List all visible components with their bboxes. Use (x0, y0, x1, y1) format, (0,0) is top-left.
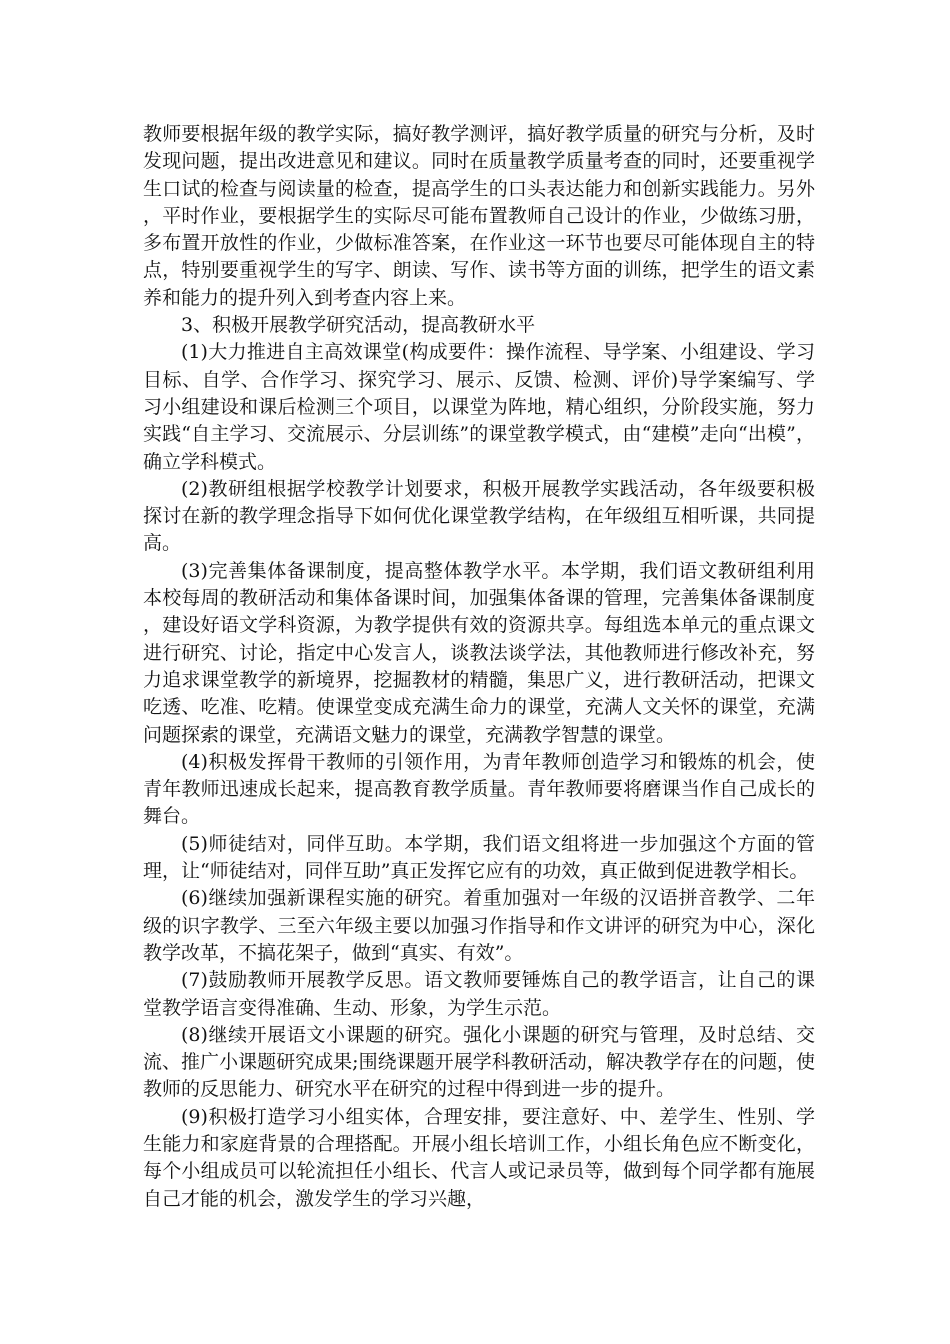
paragraph-item-8: (8)继续开展语文小课题的研究。强化小课题的研究与管理，及时总结、交流、推广小课题研究成果;围绕课题开展学科教研活动，解决教学存在的问题，使教师的反思能力、研究水平在研究的过程中得到进一步的提升。 (143, 1023, 815, 1101)
paragraph-item-5: (5)师徒结对，同伴互助。本学期，我们语文组将进一步加强这个方面的管理，让“师徒结对，同伴互助”真正发挥它应有的功效，真正做到促进教学相长。 (143, 832, 815, 883)
paragraph-item-9: (9)积极打造学习小组实体，合理安排，要注意好、中、差学生、性别、学生能力和家庭背景的合理搭配。开展小组长培训工作，小组长角色应不断变化，每个小组成员可以轮流担任小组长、代言人或记录员等，做到每个同学都有施展自己才能的机会，激发学生的学习兴趣， (143, 1105, 815, 1210)
paragraph-item-6: (6)继续加强新课程实施的研究。着重加强对一年级的汉语拼音教学、二年级的识字教学、三至六年级主要以加强习作指导和作文讲评的研究为中心，深化教学改革，不搞花架子，做到“真实、有效”。 (143, 887, 815, 964)
paragraph-item-2: (2)教研组根据学校教学计划要求，积极开展教学实践活动，各年级要积极探讨在新的教学理念指导下如何优化课堂教学结构，在年级组互相听课，共同提高。 (143, 477, 815, 555)
paragraph-item-3: (3)完善集体备课制度，提高整体教学水平。本学期，我们语文教研组利用本校每周的教研活动和集体备课时间，加强集体备课的管理，完善集体备课制度，建设好语文学科资源，为教学提供有效的资源共享。每组选本单元的重点课文进行研究、讨论，指定中心发言人，谈教法谈学法，其他教师进行修改补充，努力追求课堂教学的新境界，挖掘教材的精髓，集思广义，进行教研活动，把课文吃透、吃准、吃精。使课堂变成充满生命力的课堂，充满人文关怀的课堂，充满问题探索的课堂，充满语文魅力的课堂，充满教学智慧的课堂。 (143, 559, 815, 746)
document-body (143, 121, 815, 1213)
paragraph-item-4: (4)积极发挥骨干教师的引领作用，为青年教师创造学习和锻炼的机会，使青年教师迅速成长起来，提高教育教学质量。青年教师要将磨课当作自己成长的舞台。 (143, 750, 815, 828)
paragraph-item-7: (7)鼓励教师开展教学反思。语文教师要锤炼自己的教学语言，让自己的课堂教学语言变得准确、生动、形象，为学生示范。 (143, 969, 815, 1019)
paragraph-quality-assessment: 教师要根据年级的教学实际，搞好教学测评，搞好教学质量的研究与分析，及时发现问题，提出改进意见和建议。同时在质量教学质量考查的同时，还要重视学生口试的检查与阅读量的检查，提高学生的口头表达能力和创新实践能力。另外，平时作业，要根据学生的实际尽可能布置教师自己设计的作业，少做练习册，多布置开放性的作业，少做标准答案，在作业这一环节也要尽可能体现自主的特点，特别要重视学生的写字、朗读、写作、读书等方面的训练，把学生的语文素养和能力的提升列入到考查内容上来。 (143, 123, 815, 309)
section-heading-teaching-research: 3、积极开展教学研究活动，提高教研水平 (181, 314, 536, 337)
paragraph-item-1: (1)大力推进自主高效课堂(构成要件：操作流程、导学案、小组建设、学习目标、自学、合作学习、探究学习、展示、反馈、检测、评价)导学案编写、学习小组建设和课后检测三个项目，以课堂为阵地，精心组织，分阶段实施，努力实践“自主学习、交流展示、分层训练”的课堂教学模式，由“建模”走向“出模”，确立学科模式。 (143, 341, 815, 473)
